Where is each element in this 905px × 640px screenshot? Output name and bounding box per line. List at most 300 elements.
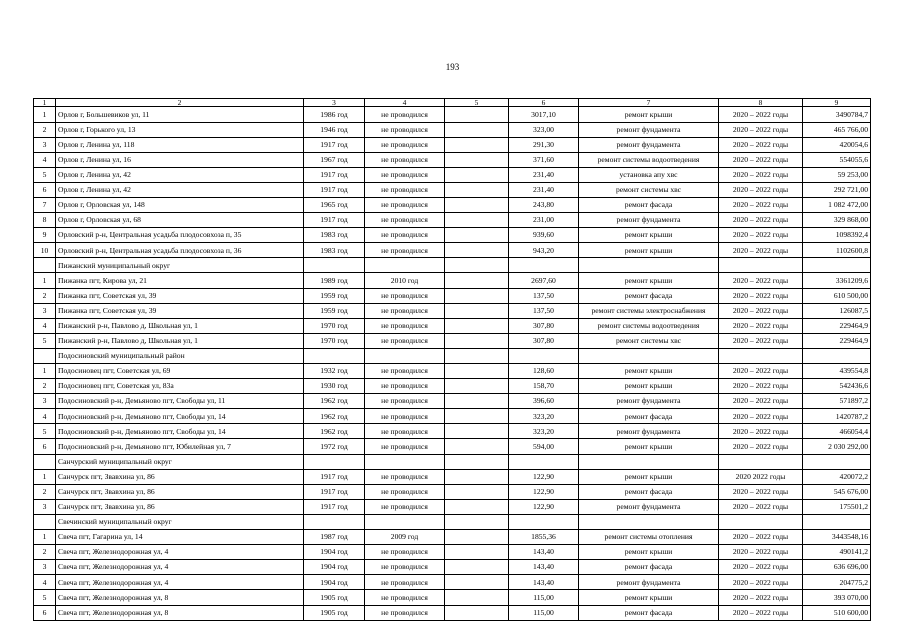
cost-cell: 393 070,00 [803, 590, 871, 605]
last-repair-year-cell: не проводился [365, 575, 445, 590]
work-type-cell: ремонт фасада [579, 560, 719, 575]
last-repair-year-cell: не проводился [365, 409, 445, 424]
work-type-cell: ремонт системы водоотведения [579, 318, 719, 333]
area-cell: 231,40 [509, 167, 579, 182]
period-cell: 2020 – 2022 годы [719, 394, 803, 409]
cost-cell: 1420787,2 [803, 409, 871, 424]
construction-year-cell: 1904 год [304, 575, 365, 590]
last-repair-year-cell: не проводился [365, 499, 445, 514]
address-cell: Подосиновский р-н, Демьяново пгт, Свободы ул, 14 [56, 424, 304, 439]
construction-year-cell: 1917 год [304, 167, 365, 182]
blank-cell-cell [445, 575, 509, 590]
address-cell: Свеча пгт, Железнодорожная ул, 4 [56, 545, 304, 560]
blank-cell-cell [445, 364, 509, 379]
blank-cell-cell [445, 439, 509, 454]
period-cell: 2020 – 2022 годы [719, 590, 803, 605]
table-row [34, 409, 871, 424]
section-blank-cell [365, 348, 445, 363]
period-cell: 2020 – 2022 годы [719, 318, 803, 333]
last-repair-year-cell: не проводился [365, 182, 445, 197]
address-cell: Подосиновец пгт, Советская ул, 69 [56, 364, 304, 379]
table-row [34, 394, 871, 409]
last-repair-year-cell: 2010 год [365, 273, 445, 288]
construction-year-cell: 1917 год [304, 213, 365, 228]
table-row [34, 560, 871, 575]
construction-year-cell: 1917 год [304, 182, 365, 197]
address-cell: Пижанка пгт, Советская ул, 39 [56, 303, 304, 318]
construction-year-cell: 1972 год [304, 439, 365, 454]
construction-year-cell: 1904 год [304, 560, 365, 575]
row-number-cell: 4 [34, 318, 56, 333]
table-row [34, 152, 871, 167]
blank-cell-cell [445, 107, 509, 122]
cost-cell: 126087,5 [803, 303, 871, 318]
work-type-cell: ремонт фундамента [579, 499, 719, 514]
section-blank-cell [34, 258, 56, 273]
column-number: 8 [719, 99, 803, 107]
last-repair-year-cell: не проводился [365, 379, 445, 394]
column-number: 5 [445, 99, 509, 107]
blank-cell-cell [445, 303, 509, 318]
address-cell: Свеча пгт, Железнодорожная ул, 8 [56, 590, 304, 605]
construction-year-cell: 1959 год [304, 303, 365, 318]
row-number-cell: 6 [34, 439, 56, 454]
cost-cell: 420054,6 [803, 137, 871, 152]
work-type-cell: ремонт системы хвс [579, 333, 719, 348]
table-row [34, 379, 871, 394]
work-type-cell: ремонт системы водоотведения [579, 152, 719, 167]
last-repair-year-cell: не проводился [365, 107, 445, 122]
area-cell: 128,60 [509, 364, 579, 379]
area-cell: 158,70 [509, 379, 579, 394]
table-row [34, 469, 871, 484]
construction-year-cell: 1987 год [304, 530, 365, 545]
table-row [34, 439, 871, 454]
construction-year-cell: 1932 год [304, 364, 365, 379]
area-cell: 137,50 [509, 288, 579, 303]
last-repair-year-cell: 2009 год [365, 530, 445, 545]
work-type-cell: ремонт фундамента [579, 122, 719, 137]
column-number: 2 [56, 99, 304, 107]
area-cell: 939,60 [509, 228, 579, 243]
row-number-cell: 4 [34, 575, 56, 590]
period-cell: 2020 – 2022 годы [719, 152, 803, 167]
construction-year-cell: 1962 год [304, 409, 365, 424]
address-cell: Орлов г, Горького ул, 13 [56, 122, 304, 137]
table-row [34, 424, 871, 439]
blank-cell-cell [445, 394, 509, 409]
section-blank-cell [719, 258, 803, 273]
last-repair-year-cell: не проводился [365, 484, 445, 499]
section-blank-cell [803, 514, 871, 529]
construction-year-cell: 1989 год [304, 273, 365, 288]
period-cell: 2020 – 2022 годы [719, 379, 803, 394]
cost-cell: 571897,2 [803, 394, 871, 409]
column-number: 3 [304, 99, 365, 107]
table-row [34, 213, 871, 228]
work-type-cell: ремонт фасада [579, 484, 719, 499]
cost-cell: 292 721,00 [803, 182, 871, 197]
period-cell: 2020 – 2022 годы [719, 424, 803, 439]
row-number-cell: 3 [34, 303, 56, 318]
cost-cell: 1098392,4 [803, 228, 871, 243]
blank-cell-cell [445, 182, 509, 197]
address-cell: Пижанский р-н, Павлово д, Школьная ул, 1 [56, 318, 304, 333]
period-cell: 2020 – 2022 годы [719, 530, 803, 545]
period-cell: 2020 2022 годы [719, 469, 803, 484]
blank-cell-cell [445, 545, 509, 560]
table-row [34, 545, 871, 560]
address-cell: Свеча пгт, Железнодорожная ул, 4 [56, 575, 304, 590]
address-cell: Свеча пгт, Железнодорожная ул, 4 [56, 560, 304, 575]
blank-cell-cell [445, 273, 509, 288]
address-cell: Санчурск пгт, Звавхина ул, 86 [56, 484, 304, 499]
period-cell: 2020 – 2022 годы [719, 288, 803, 303]
blank-cell-cell [445, 228, 509, 243]
construction-year-cell: 1904 год [304, 545, 365, 560]
row-number-cell: 5 [34, 333, 56, 348]
table-row [34, 575, 871, 590]
work-type-cell: ремонт фасада [579, 409, 719, 424]
area-cell: 115,00 [509, 605, 579, 620]
work-type-cell: ремонт крыши [579, 590, 719, 605]
area-cell: 943,20 [509, 243, 579, 258]
blank-cell-cell [445, 409, 509, 424]
construction-year-cell: 1917 год [304, 499, 365, 514]
row-number-cell: 6 [34, 182, 56, 197]
last-repair-year-cell: не проводился [365, 394, 445, 409]
table-row [34, 364, 871, 379]
period-cell: 2020 – 2022 годы [719, 364, 803, 379]
blank-cell-cell [445, 137, 509, 152]
table-row [34, 288, 871, 303]
blank-cell-cell [445, 152, 509, 167]
table-row [34, 197, 871, 212]
address-cell: Санчурск пгт, Звавхина ул, 86 [56, 469, 304, 484]
row-number-cell: 1 [34, 107, 56, 122]
last-repair-year-cell: не проводился [365, 122, 445, 137]
work-type-cell: ремонт фасада [579, 197, 719, 212]
last-repair-year-cell: не проводился [365, 137, 445, 152]
period-cell: 2020 – 2022 годы [719, 605, 803, 620]
area-cell: 323,20 [509, 409, 579, 424]
area-cell: 2697,60 [509, 273, 579, 288]
area-cell: 122,90 [509, 499, 579, 514]
cost-cell: 554055,6 [803, 152, 871, 167]
address-cell: Пижанский р-н, Павлово д, Школьная ул, 1 [56, 333, 304, 348]
last-repair-year-cell: не проводился [365, 333, 445, 348]
address-cell: Подосиновский р-н, Демьяново пгт, Свободы ул, 11 [56, 394, 304, 409]
column-number: 1 [34, 99, 56, 107]
row-number-cell: 6 [34, 605, 56, 620]
section-blank-cell [365, 454, 445, 469]
construction-year-cell: 1965 год [304, 197, 365, 212]
period-cell: 2020 – 2022 годы [719, 273, 803, 288]
work-type-cell: ремонт фасада [579, 288, 719, 303]
cost-cell: 229464,9 [803, 318, 871, 333]
table-row [34, 107, 871, 122]
column-number: 7 [579, 99, 719, 107]
period-cell: 2020 – 2022 годы [719, 197, 803, 212]
area-cell: 594,00 [509, 439, 579, 454]
blank-cell-cell [445, 484, 509, 499]
section-blank-cell [34, 514, 56, 529]
table-row [34, 228, 871, 243]
section-blank-cell [803, 454, 871, 469]
last-repair-year-cell: не проводился [365, 197, 445, 212]
row-number-cell: 10 [34, 243, 56, 258]
work-type-cell: ремонт системы отопления [579, 530, 719, 545]
row-number-cell: 2 [34, 484, 56, 499]
address-cell: Орлов г, Ленина ул, 118 [56, 137, 304, 152]
page-number: 193 [445, 62, 460, 72]
work-type-cell: ремонт крыши [579, 439, 719, 454]
section-blank-cell [719, 454, 803, 469]
address-cell: Орлов г, Ленина ул, 42 [56, 182, 304, 197]
blank-cell-cell [445, 243, 509, 258]
section-blank-cell [445, 514, 509, 529]
last-repair-year-cell: не проводился [365, 318, 445, 333]
section-blank-cell [365, 514, 445, 529]
row-number-cell: 2 [34, 288, 56, 303]
blank-cell-cell [445, 560, 509, 575]
blank-cell-cell [445, 122, 509, 137]
address-cell: Орлов г, Орловская ул, 148 [56, 197, 304, 212]
section-blank-cell [304, 348, 365, 363]
cost-cell: 204775,2 [803, 575, 871, 590]
construction-year-cell: 1983 год [304, 243, 365, 258]
work-type-cell: ремонт фасада [579, 605, 719, 620]
last-repair-year-cell: не проводился [365, 303, 445, 318]
blank-cell-cell [445, 213, 509, 228]
construction-year-cell: 1959 год [304, 288, 365, 303]
area-cell: 396,60 [509, 394, 579, 409]
table-row [34, 182, 871, 197]
section-blank-cell [445, 454, 509, 469]
section-blank-cell [445, 348, 509, 363]
row-number-cell: 3 [34, 137, 56, 152]
section-row [34, 514, 871, 529]
table-row [34, 530, 871, 545]
period-cell: 2020 – 2022 годы [719, 107, 803, 122]
period-cell: 2020 – 2022 годы [719, 243, 803, 258]
work-type-cell: ремонт крыши [579, 243, 719, 258]
section-title: Санчурский муниципальный округ [56, 454, 304, 469]
address-cell: Подосиновский р-н, Демьяново пгт, Свободы ул, 14 [56, 409, 304, 424]
work-type-cell: ремонт крыши [579, 469, 719, 484]
period-cell: 2020 – 2022 годы [719, 560, 803, 575]
cost-cell: 329 868,00 [803, 213, 871, 228]
area-cell: 231,40 [509, 182, 579, 197]
table-row [34, 605, 871, 620]
address-cell: Орлов г, Ленина ул, 16 [56, 152, 304, 167]
last-repair-year-cell: не проводился [365, 439, 445, 454]
period-cell: 2020 – 2022 годы [719, 499, 803, 514]
work-type-cell: ремонт крыши [579, 364, 719, 379]
period-cell: 2020 – 2022 годы [719, 137, 803, 152]
section-blank-cell [579, 454, 719, 469]
construction-year-cell: 1905 год [304, 605, 365, 620]
section-blank-cell [509, 258, 579, 273]
work-type-cell: ремонт системы хвс [579, 182, 719, 197]
column-number: 4 [365, 99, 445, 107]
cost-cell: 1102600,8 [803, 243, 871, 258]
section-blank-cell [509, 514, 579, 529]
work-type-cell: ремонт фундамента [579, 137, 719, 152]
last-repair-year-cell: не проводился [365, 424, 445, 439]
last-repair-year-cell: не проводился [365, 545, 445, 560]
section-row [34, 454, 871, 469]
cost-cell: 439554,8 [803, 364, 871, 379]
address-cell: Орловский р-н, Центральная усадьба плодосовхоза п, 36 [56, 243, 304, 258]
cost-cell: 510 600,00 [803, 605, 871, 620]
cost-cell: 3443548,16 [803, 530, 871, 545]
section-blank-cell [579, 258, 719, 273]
last-repair-year-cell: не проводился [365, 167, 445, 182]
address-cell: Пижанка пгт, Советская ул, 39 [56, 288, 304, 303]
cost-cell: 466054,4 [803, 424, 871, 439]
area-cell: 323,00 [509, 122, 579, 137]
section-title: Подосиновский муниципальный район [56, 348, 304, 363]
row-number-cell: 3 [34, 394, 56, 409]
last-repair-year-cell: не проводился [365, 605, 445, 620]
section-blank-cell [509, 454, 579, 469]
period-cell: 2020 – 2022 годы [719, 303, 803, 318]
section-blank-cell [445, 258, 509, 273]
address-cell: Орловский р-н, Центральная усадьба плодосовхоза п, 35 [56, 228, 304, 243]
address-cell: Орлов г, Большевиков ул, 11 [56, 107, 304, 122]
row-number-cell: 2 [34, 122, 56, 137]
construction-year-cell: 1962 год [304, 424, 365, 439]
period-cell: 2020 – 2022 годы [719, 409, 803, 424]
section-blank-cell [803, 348, 871, 363]
cost-cell: 610 500,00 [803, 288, 871, 303]
construction-year-cell: 1962 год [304, 394, 365, 409]
period-cell: 2020 – 2022 годы [719, 228, 803, 243]
section-blank-cell [34, 454, 56, 469]
row-number-cell: 7 [34, 197, 56, 212]
cost-cell: 420072,2 [803, 469, 871, 484]
column-number: 6 [509, 99, 579, 107]
table-row [34, 318, 871, 333]
construction-year-cell: 1917 год [304, 469, 365, 484]
row-number-cell: 5 [34, 424, 56, 439]
construction-year-cell: 1983 год [304, 228, 365, 243]
row-number-cell: 9 [34, 228, 56, 243]
address-cell: Подосиновец пгт, Советская ул, 83а [56, 379, 304, 394]
cost-cell: 542436,6 [803, 379, 871, 394]
address-cell: Орлов г, Ленина ул, 42 [56, 167, 304, 182]
cost-cell: 175501,2 [803, 499, 871, 514]
table-row [34, 167, 871, 182]
address-cell: Свеча пгт, Железнодорожная ул, 8 [56, 605, 304, 620]
cost-cell: 636 696,00 [803, 560, 871, 575]
blank-cell-cell [445, 499, 509, 514]
row-number-cell: 3 [34, 560, 56, 575]
section-blank-cell [509, 348, 579, 363]
row-number-cell: 1 [34, 469, 56, 484]
section-blank-cell [304, 454, 365, 469]
last-repair-year-cell: не проводился [365, 590, 445, 605]
work-type-cell: ремонт крыши [579, 228, 719, 243]
area-cell: 143,40 [509, 575, 579, 590]
last-repair-year-cell: не проводился [365, 469, 445, 484]
blank-cell-cell [445, 469, 509, 484]
construction-year-cell: 1917 год [304, 484, 365, 499]
table-row [34, 273, 871, 288]
construction-year-cell: 1986 год [304, 107, 365, 122]
area-cell: 122,90 [509, 484, 579, 499]
work-type-cell: ремонт фундамента [579, 394, 719, 409]
last-repair-year-cell: не проводился [365, 560, 445, 575]
column-number: 9 [803, 99, 871, 107]
last-repair-year-cell: не проводился [365, 152, 445, 167]
area-cell: 323,20 [509, 424, 579, 439]
blank-cell-cell [445, 590, 509, 605]
cost-cell: 3361209,6 [803, 273, 871, 288]
area-cell: 243,80 [509, 197, 579, 212]
work-type-cell: ремонт системы электроснабжения [579, 303, 719, 318]
area-cell: 307,80 [509, 333, 579, 348]
period-cell: 2020 – 2022 годы [719, 484, 803, 499]
address-cell: Свеча пгт, Гагарина ул, 14 [56, 530, 304, 545]
work-type-cell: ремонт крыши [579, 379, 719, 394]
cost-cell: 2 030 292,00 [803, 439, 871, 454]
construction-year-cell: 1970 год [304, 333, 365, 348]
period-cell: 2020 – 2022 годы [719, 213, 803, 228]
work-type-cell: ремонт крыши [579, 107, 719, 122]
section-blank-cell [719, 348, 803, 363]
section-row [34, 348, 871, 363]
housing-repair-table [33, 98, 871, 621]
area-cell: 122,90 [509, 469, 579, 484]
section-blank-cell [803, 258, 871, 273]
blank-cell-cell [445, 318, 509, 333]
blank-cell-cell [445, 167, 509, 182]
address-cell: Пижанка пгт, Кирова ул, 21 [56, 273, 304, 288]
blank-cell-cell [445, 379, 509, 394]
row-number-cell: 5 [34, 590, 56, 605]
area-cell: 3017,10 [509, 107, 579, 122]
row-number-cell: 1 [34, 273, 56, 288]
work-type-cell: установка апу хвс [579, 167, 719, 182]
cost-cell: 59 253,00 [803, 167, 871, 182]
area-cell: 291,30 [509, 137, 579, 152]
address-cell: Санчурск пгт, Звавхина ул, 86 [56, 499, 304, 514]
row-number-cell: 2 [34, 545, 56, 560]
work-type-cell: ремонт фундамента [579, 424, 719, 439]
cost-cell: 1 082 472,00 [803, 197, 871, 212]
blank-cell-cell [445, 424, 509, 439]
period-cell: 2020 – 2022 годы [719, 167, 803, 182]
period-cell: 2020 – 2022 годы [719, 182, 803, 197]
section-blank-cell [304, 514, 365, 529]
construction-year-cell: 1946 год [304, 122, 365, 137]
period-cell: 2020 – 2022 годы [719, 439, 803, 454]
blank-cell-cell [445, 197, 509, 212]
period-cell: 2020 – 2022 годы [719, 545, 803, 560]
address-cell: Орлов г, Орловская ул, 68 [56, 213, 304, 228]
area-cell: 231,00 [509, 213, 579, 228]
section-blank-cell [34, 348, 56, 363]
cost-cell: 3490784,7 [803, 107, 871, 122]
period-cell: 2020 – 2022 годы [719, 575, 803, 590]
last-repair-year-cell: не проводился [365, 243, 445, 258]
row-number-cell: 5 [34, 167, 56, 182]
section-title: Пижанский муниципальный округ [56, 258, 304, 273]
blank-cell-cell [445, 530, 509, 545]
area-cell: 137,50 [509, 303, 579, 318]
